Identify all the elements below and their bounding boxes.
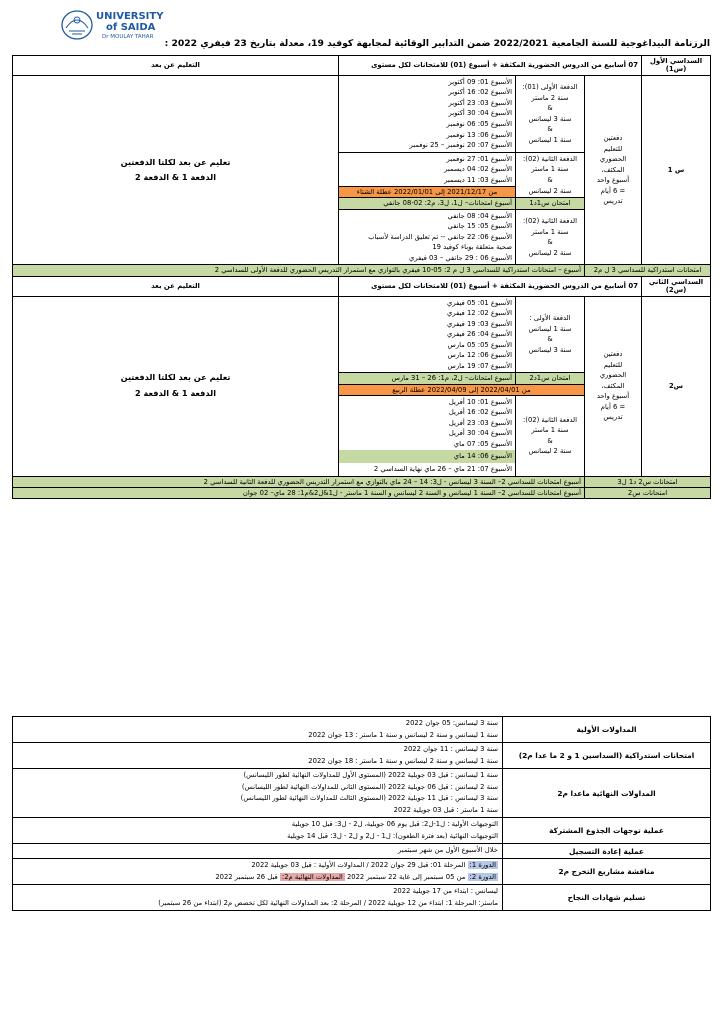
s2-remote-header: التعليم عن بعد [13,276,339,296]
s1-header-row [13,56,711,76]
s2-weeks-header: 07 أسابيع من الدروس الحضورية المكثفة + أسبوع (01) للامتحانات لكل مستوى [339,276,642,296]
bottom-label: عملية إعادة التسجيل [503,844,711,859]
logo-line1: UNIVERSITY [96,11,164,22]
s2-exam2-label: امتحانات س2 د1 ل3 [585,476,711,487]
s2-batch1-weeks: الأسبوع 01: 05 فيفري الأسبوع 02: 12 فيفري الأسبوع 03: 19 فيفري الأسبوع 04: 26 فيفري الأسبوع 05: 05 مارس الأسبوع 06: 12 مارس الأسبوع 07: 19 مارس [339,296,516,373]
bottom-row [13,717,711,743]
s2-batch1-row [13,296,711,373]
s1-catchup-text: أسبوع – امتحانات استدراكية للسداسي 3 ل م 2: 05-10 فيفري بالتوازي مع استمرار التدريس الحضوري للدفعة الأولى للسداسي 2 [13,265,585,276]
page-title: الرزنامة البيداغوجية للسنة الجامعية 2022/2021 ضمن التدابير الوقائية لمجابهة كوفيد 19، معدلة بتاريخ 23 فيفري 2022 : [164,38,710,49]
certificates-label: تسليم شهادات النجاح [503,885,711,911]
s1-semester-header: السداسي الأول (س1) [642,56,711,76]
s2-semester-header: السداسي الثاني (س2) [642,276,711,296]
s1-batch1-cell: الدفعة الأولى (01): سنة 2 ماستر & سنة 3 ليسانس & سنة 1 ليسانس [516,75,585,152]
final-deliberation-tag: المداولات النهائية م2: [281,872,343,881]
s1-exam-label: امتحان س1د1 [516,198,585,209]
s1-batch1-weeks: الأسبوع 01: 09 أكتوبر الأسبوع 02: 16 أكتوبر الأسبوع 03: 23 أكتوبر الأسبوع 04: 30 أكتوبر الأسبوع 05: 06 نوفمبر الأسبوع 06: 13 نوفمبر الأسبوع 07: 20 نوفمبر – 25 نوفمبر [339,75,516,152]
bottom-label: عملية توجهات الجذوع المشتركة [503,818,711,844]
s1-remote-cell [13,75,339,265]
s2-exam2-text: أسبوع امتحانات للسداسي 2– السنة 3 ليسانس - ل3: 14 – 24 ماي بالتوازي مع استمرار التدريس الحضوري للدفعة الثانية للسداسي 2 [13,476,585,487]
bottom-content: خلال الأسبوع الأول من شهر سبتمبر [13,844,503,859]
s2-batch1-cell: الدفعة الأولى : سنة 1 ليسانس & سنة 3 ليسانس [516,296,585,373]
s2-exam3-label: امتحانات س2 [585,487,711,498]
session2-tag: الدورة 2: [469,872,496,881]
s1-batch2-cell: الدفعة الثانية (02): سنة 1 ماستر & سنة 2 ليسانس [516,152,585,198]
s1-remote-header: التعليم عن بعد [13,56,339,76]
s1-batch1-row [13,75,711,152]
s1-remote-title: تعليم عن بعد لكلتا الدفعتين [120,156,231,167]
s2-mode-cell: دفعتين للتعليم الحضوري المكثف، أسبوع واحد = 6 أيام تدريس [585,296,642,476]
s1-batch2b-weeks: الأسبوع 04: 08 جانفي الأسبوع 05: 15 جانفي الأسبوع 06: 22 جانفي -- تم تعليق الدراسة لأسباب صحية متعلقة بوباء كوفيد 19 الأسبوع 06 : 29 جانفي – 03 فيفري [339,209,516,265]
s2-exam-label: امتحان س1د2 [516,373,585,384]
semester-calendar-table [12,55,711,499]
s2-batch2-weeks: الأسبوع 01: 10 أفريل الأسبوع 02: 16 أفريل الأسبوع 03: 23 أفريل الأسبوع 04: 30 أفريل الأسبوع 05: 07 ماي الأسبوع 06: 14 ماي الأسبوع 07: 21 ماي – 26 ماي نهاية السداسي 2 [339,395,516,476]
bottom-row [13,743,711,769]
s2-week6-highlight: الأسبوع 06: 14 ماي [339,450,515,463]
s1-mode-cell: دفعتين للتعليم الحضوري المكثف، أسبوع واحد = 6 أيام تدريس [585,75,642,265]
bottom-label: المداولات الأولية [503,717,711,743]
s1-exam-text: أسبوع امتحانات– ل1، ل3، م2: 02-08 جانفي [339,198,516,209]
s1-winter-holiday: من 2021/12/17 إلى 2022/01/01 عطلة الشتاء [339,187,516,198]
bottom-row [13,844,711,859]
session1-tag: الدورة 1: [469,861,496,870]
defense-row [13,859,711,885]
bottom-content: سنة 1 ليسانس : قبل 03 جويلية 2022 (المستوى الأول للمداولات النهائية لطور الليسانس) سنة 2 ليسانس : قبل 06 جويلية 2022 (المستوى الثاني للمداولات النهائية لطور الليسانس) سنة 3 ليسانس : قبل 11 جويلية 2022 (المستوى الثالث للمداولات النهائية لطور الليسانس) سنة 1 ماستر : قبل 03 جويلية 2022 [13,769,503,818]
s2-spring-holiday: من 2022/04/01 إلى 2022/04/09 عطلة الربيع [339,384,585,395]
certificates-content: ليسانس : ابتداء من 17 جويلية 2022 ماستر: المرحلة 1: ابتداء من 12 جويلية 2022 / المرحلة 2: بعد المداولات النهائية لكل تخصص م2 (ابتداء من 26 سبتمبر) [13,885,503,911]
s2-exam-text: أسبوع امتحانات– ل2، م1: 26 – 31 مارس [339,373,516,384]
certificates-row [13,885,711,911]
bottom-row [13,769,711,818]
bottom-content: سنة 3 ليسانس: 05 جوان 2022 سنة 1 ليسانس و سنة 2 ليسانس و سنة 1 ماستر : 13 جوان 2022 [13,717,503,743]
deliberations-table [12,716,711,911]
bottom-label: امتحانات استدراكية (السداسين 1 و 2 ما عدا م2) [503,743,711,769]
s1-weeks-header: 07 أسابيع من الدروس الحضورية المكثفة + أسبوع (01) للامتحانات لكل مستوى [339,56,642,76]
s1-remote-sub: الدفعة 1 & الدفعة 2 [134,172,217,183]
s1-batch2-weeks: الأسبوع 01: 27 نوفمبر الأسبوع 02: 04 ديسمبر الأسبوع 03: 11 ديسمبر [339,152,516,187]
bottom-row [13,818,711,844]
bottom-content: التوجيهات الأولية : ل1-ل2: قبل يوم 06 جويلية، ل2 - ل3: قبل 10 جويلية التوجيهات النهائية (بعد فترة الطعون): ل1 - ل2 و ل2 - ل3: قبل 14 جويلية [13,818,503,844]
s2-exam2-row [13,476,711,487]
s1-catchup-row [13,265,711,276]
university-logo [60,8,210,42]
s2-exam3-row [13,487,711,498]
logo-line3: Dr MOULAY TAHAR [102,34,154,40]
s2-remote-sub: الدفعة 1 & الدفعة 2 [134,388,217,398]
s1-catchup-label: امتحانات استدراكية للسداسي 3 ل م2 [585,265,711,276]
logo-line2: of SAIDA [106,22,156,33]
s2-remote-title: تعليم عن بعد لكلتا الدفعتين [120,372,231,383]
defense-content: الدورة 1: المرحلة 01: قبل 29 جوان 2022 / المداولات الأولية : قبل 03 جويلية 2022 الدورة 2: من 05 سبتمبر إلى غاية 22 سبتمبر 2022 المداولات النهائية م2: قبل 26 سبتمبر 2022 [13,859,503,885]
bottom-content: سنة 3 ليسانس : 11 جوان 2022 سنة 1 ليسانس و سنة 2 ليسانس و سنة 1 ماستر : 18 جوان 2022 [13,743,503,769]
defense-label: مناقشة مشاريع التخرج م2 [503,859,711,885]
s2-exam3-text: أسبوع امتحانات للسداسي 2– السنة 1 ليسانس و السنة 2 ليسانس و السنة 1 ماستر - ل1&ل2&م1: 28 ماي– 02 جوان [13,487,585,498]
s1-semester-label: س 1 [642,75,711,265]
s2-batch2-cell: الدفعة الثانية (02): سنة 1 ماستر & سنة 2 ليسانس [516,395,585,476]
s2-header-row [13,276,711,296]
bottom-label: المداولات النهائية ماعدا م2 [503,769,711,818]
s2-semester-label: س2 [642,296,711,476]
s1-batch2b-cell: الدفعة الثانية (02): سنة 1 ماستر & سنة 2 ليسانس [516,209,585,265]
s2-remote-cell [13,296,339,476]
